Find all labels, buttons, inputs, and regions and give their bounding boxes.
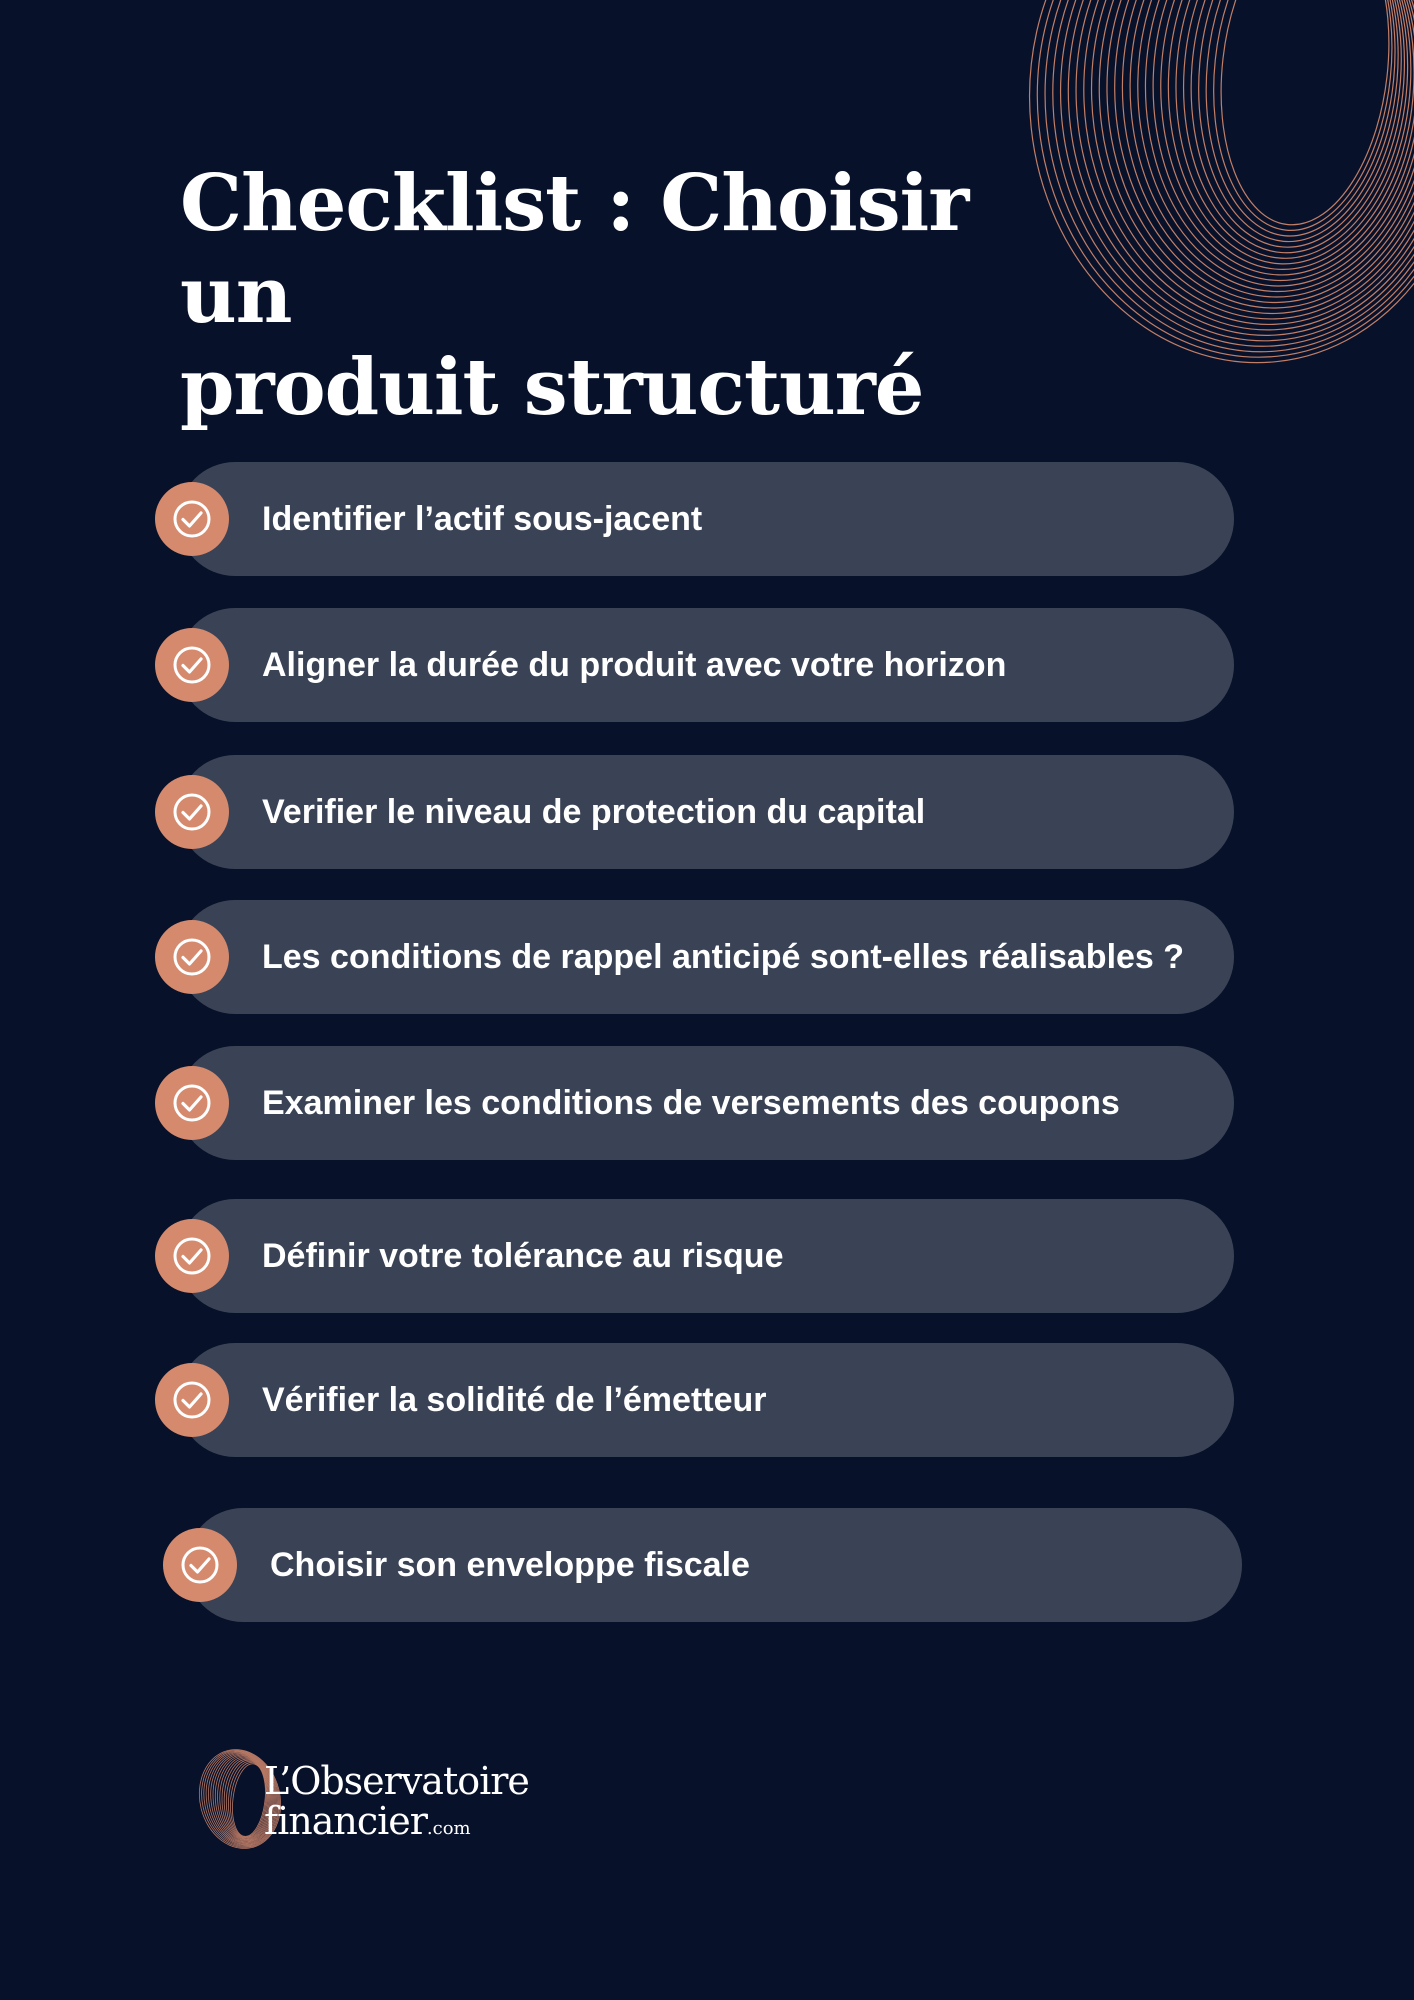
check-circle-icon (155, 920, 229, 994)
checklist-item-label: Choisir son enveloppe fiscale (270, 1546, 750, 1584)
logo-text-line-2 (264, 1799, 471, 1843)
check-circle-icon (155, 1363, 229, 1437)
brand-logo (192, 1745, 592, 1855)
checklist-item-label: Aligner la durée du produit avec votre horizon (262, 646, 1007, 684)
checklist-item (178, 608, 1234, 722)
check-circle-icon (155, 775, 229, 849)
checklist-item-label: Vérifier la solidité de l’émetteur (262, 1381, 767, 1419)
check-circle-icon (155, 628, 229, 702)
title-line-2: produit structuré (180, 342, 924, 433)
page-title (180, 158, 1000, 434)
logo-text-line-1: L’Observatoire (264, 1759, 529, 1803)
checklist-item-label: Définir votre tolérance au risque (262, 1237, 784, 1275)
logo-word: financier (264, 1799, 427, 1843)
checklist-item-label: Identifier l’actif sous-jacent (262, 500, 703, 538)
checklist-item (178, 1199, 1234, 1313)
check-circle-icon (155, 1066, 229, 1140)
title-line-1: Checklist : Choisir un (180, 158, 969, 341)
checklist-item (186, 1508, 1242, 1622)
checklist-item-label: Verifier le niveau de protection du capital (262, 793, 926, 831)
decorative-ring-graphic (1010, 0, 1414, 370)
checklist-item (178, 1046, 1234, 1160)
checklist-item-label: Examiner les conditions de versements des coupons (262, 1084, 1120, 1122)
check-circle-icon (163, 1528, 237, 1602)
checklist-item (178, 1343, 1234, 1457)
checklist-item (178, 900, 1234, 1014)
checklist-item (178, 462, 1234, 576)
check-circle-icon (155, 1219, 229, 1293)
checklist-item-label: Les conditions de rappel anticipé sont-elles réalisables ? (262, 938, 1185, 976)
logo-suffix: .com (426, 1818, 471, 1839)
checklist-item (178, 755, 1234, 869)
check-circle-icon (155, 482, 229, 556)
